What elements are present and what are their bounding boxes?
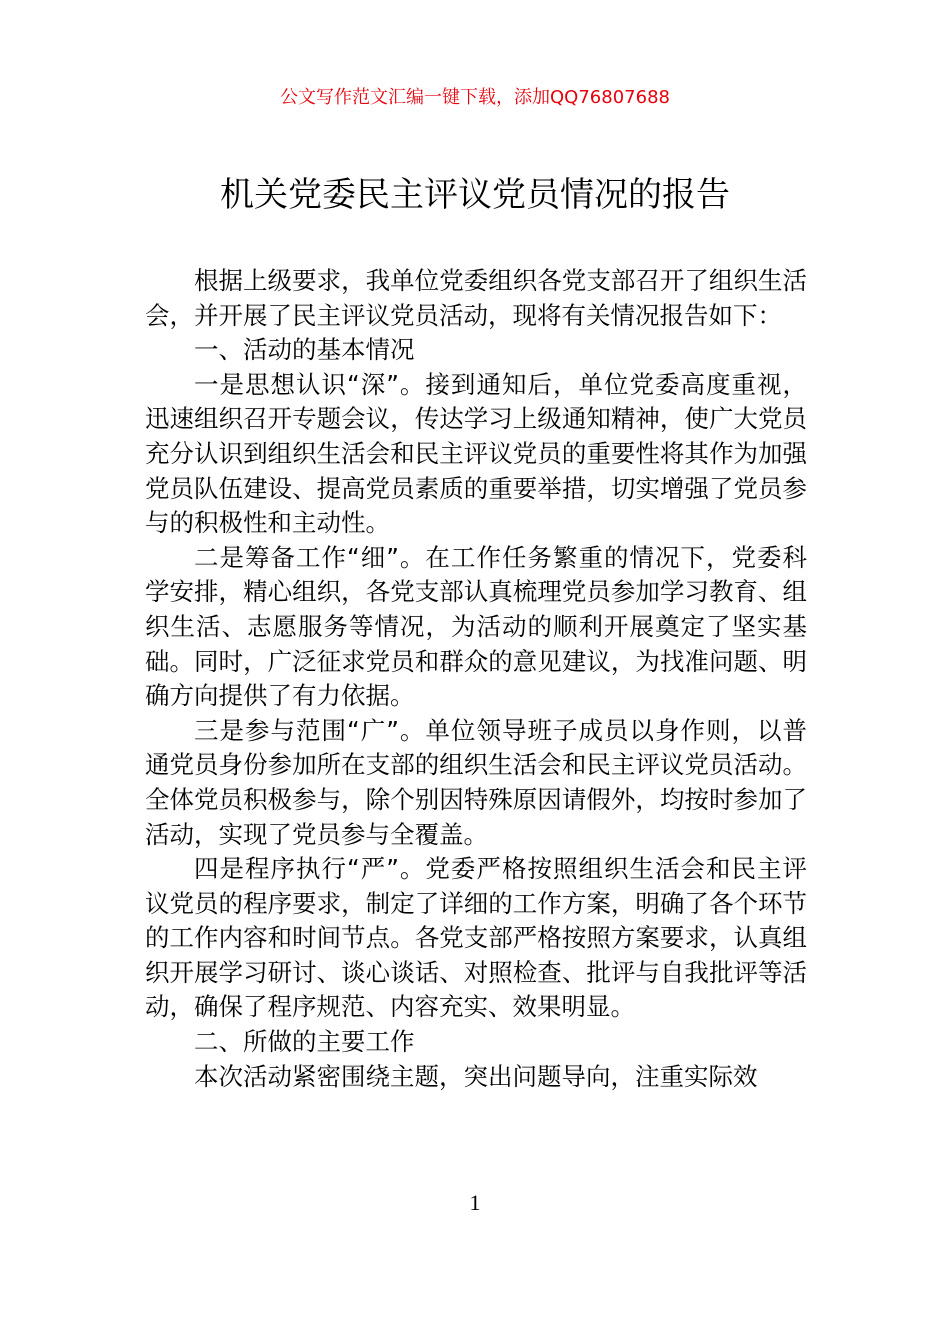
page-number: 1 xyxy=(469,1190,481,1215)
header-note: 公文写作范文汇编一键下载，添加QQ76807688 xyxy=(280,87,670,108)
paragraph-point-3: 三是参与范围“广”。单位领导班子成员以身作则，以普通党员身份参加所在支部的组织生活会和民主评议党员活动。全体党员积极参与，除个别因特殊原因请假外，均按时参加了活动，实现了党员参与全覆盖。 xyxy=(145,715,807,849)
document-title: 机关党委民主评议党员情况的报告 xyxy=(220,175,730,215)
document-body xyxy=(145,264,807,1094)
section-heading-2: 二、所做的主要工作 xyxy=(194,1027,415,1057)
paragraph-point-2: 二是筹备工作“细”。在工作任务繁重的情况下，党委科学安排，精心组织，各党支部认真梳理党员参加学习教育、组织生活、志愿服务等情况，为活动的顺利开展奠定了坚实基础。同时，广泛征求党员和群众的意见建议，为找准问题、明确方向提供了有力依据。 xyxy=(145,542,807,711)
paragraph-point-4: 四是程序执行“严”。党委严格按照组织生活会和民主评议党员的程序要求，制定了详细的工作方案，明确了各个环节的工作内容和时间节点。各党支部严格按照方案要求，认真组织开展学习研讨、谈心谈话、对照检查、批评与自我批评等活动，确保了程序规范、内容充实、效果明显。 xyxy=(145,854,807,1022)
paragraph-section-2: 本次活动紧密围绕主题，突出问题导向，注重实际效 xyxy=(194,1061,758,1091)
paragraph-point-1: 一是思想认识“深”。接到通知后，单位党委高度重视，迅速组织召开专题会议，传达学习上级通知精神，使广大党员充分认识到组织生活会和民主评议党员的重要性将其作为加强党员队伍建设、提高党员素质的重要举措，切实增强了党员参与的积极性和主动性。 xyxy=(145,369,807,538)
section-heading-1: 一、活动的基本情况 xyxy=(194,335,415,365)
paragraph-intro: 根据上级要求，我单位党委组织各党支部召开了组织生活会，并开展了民主评议党员活动，现将有关情况报告如下： xyxy=(145,266,807,330)
